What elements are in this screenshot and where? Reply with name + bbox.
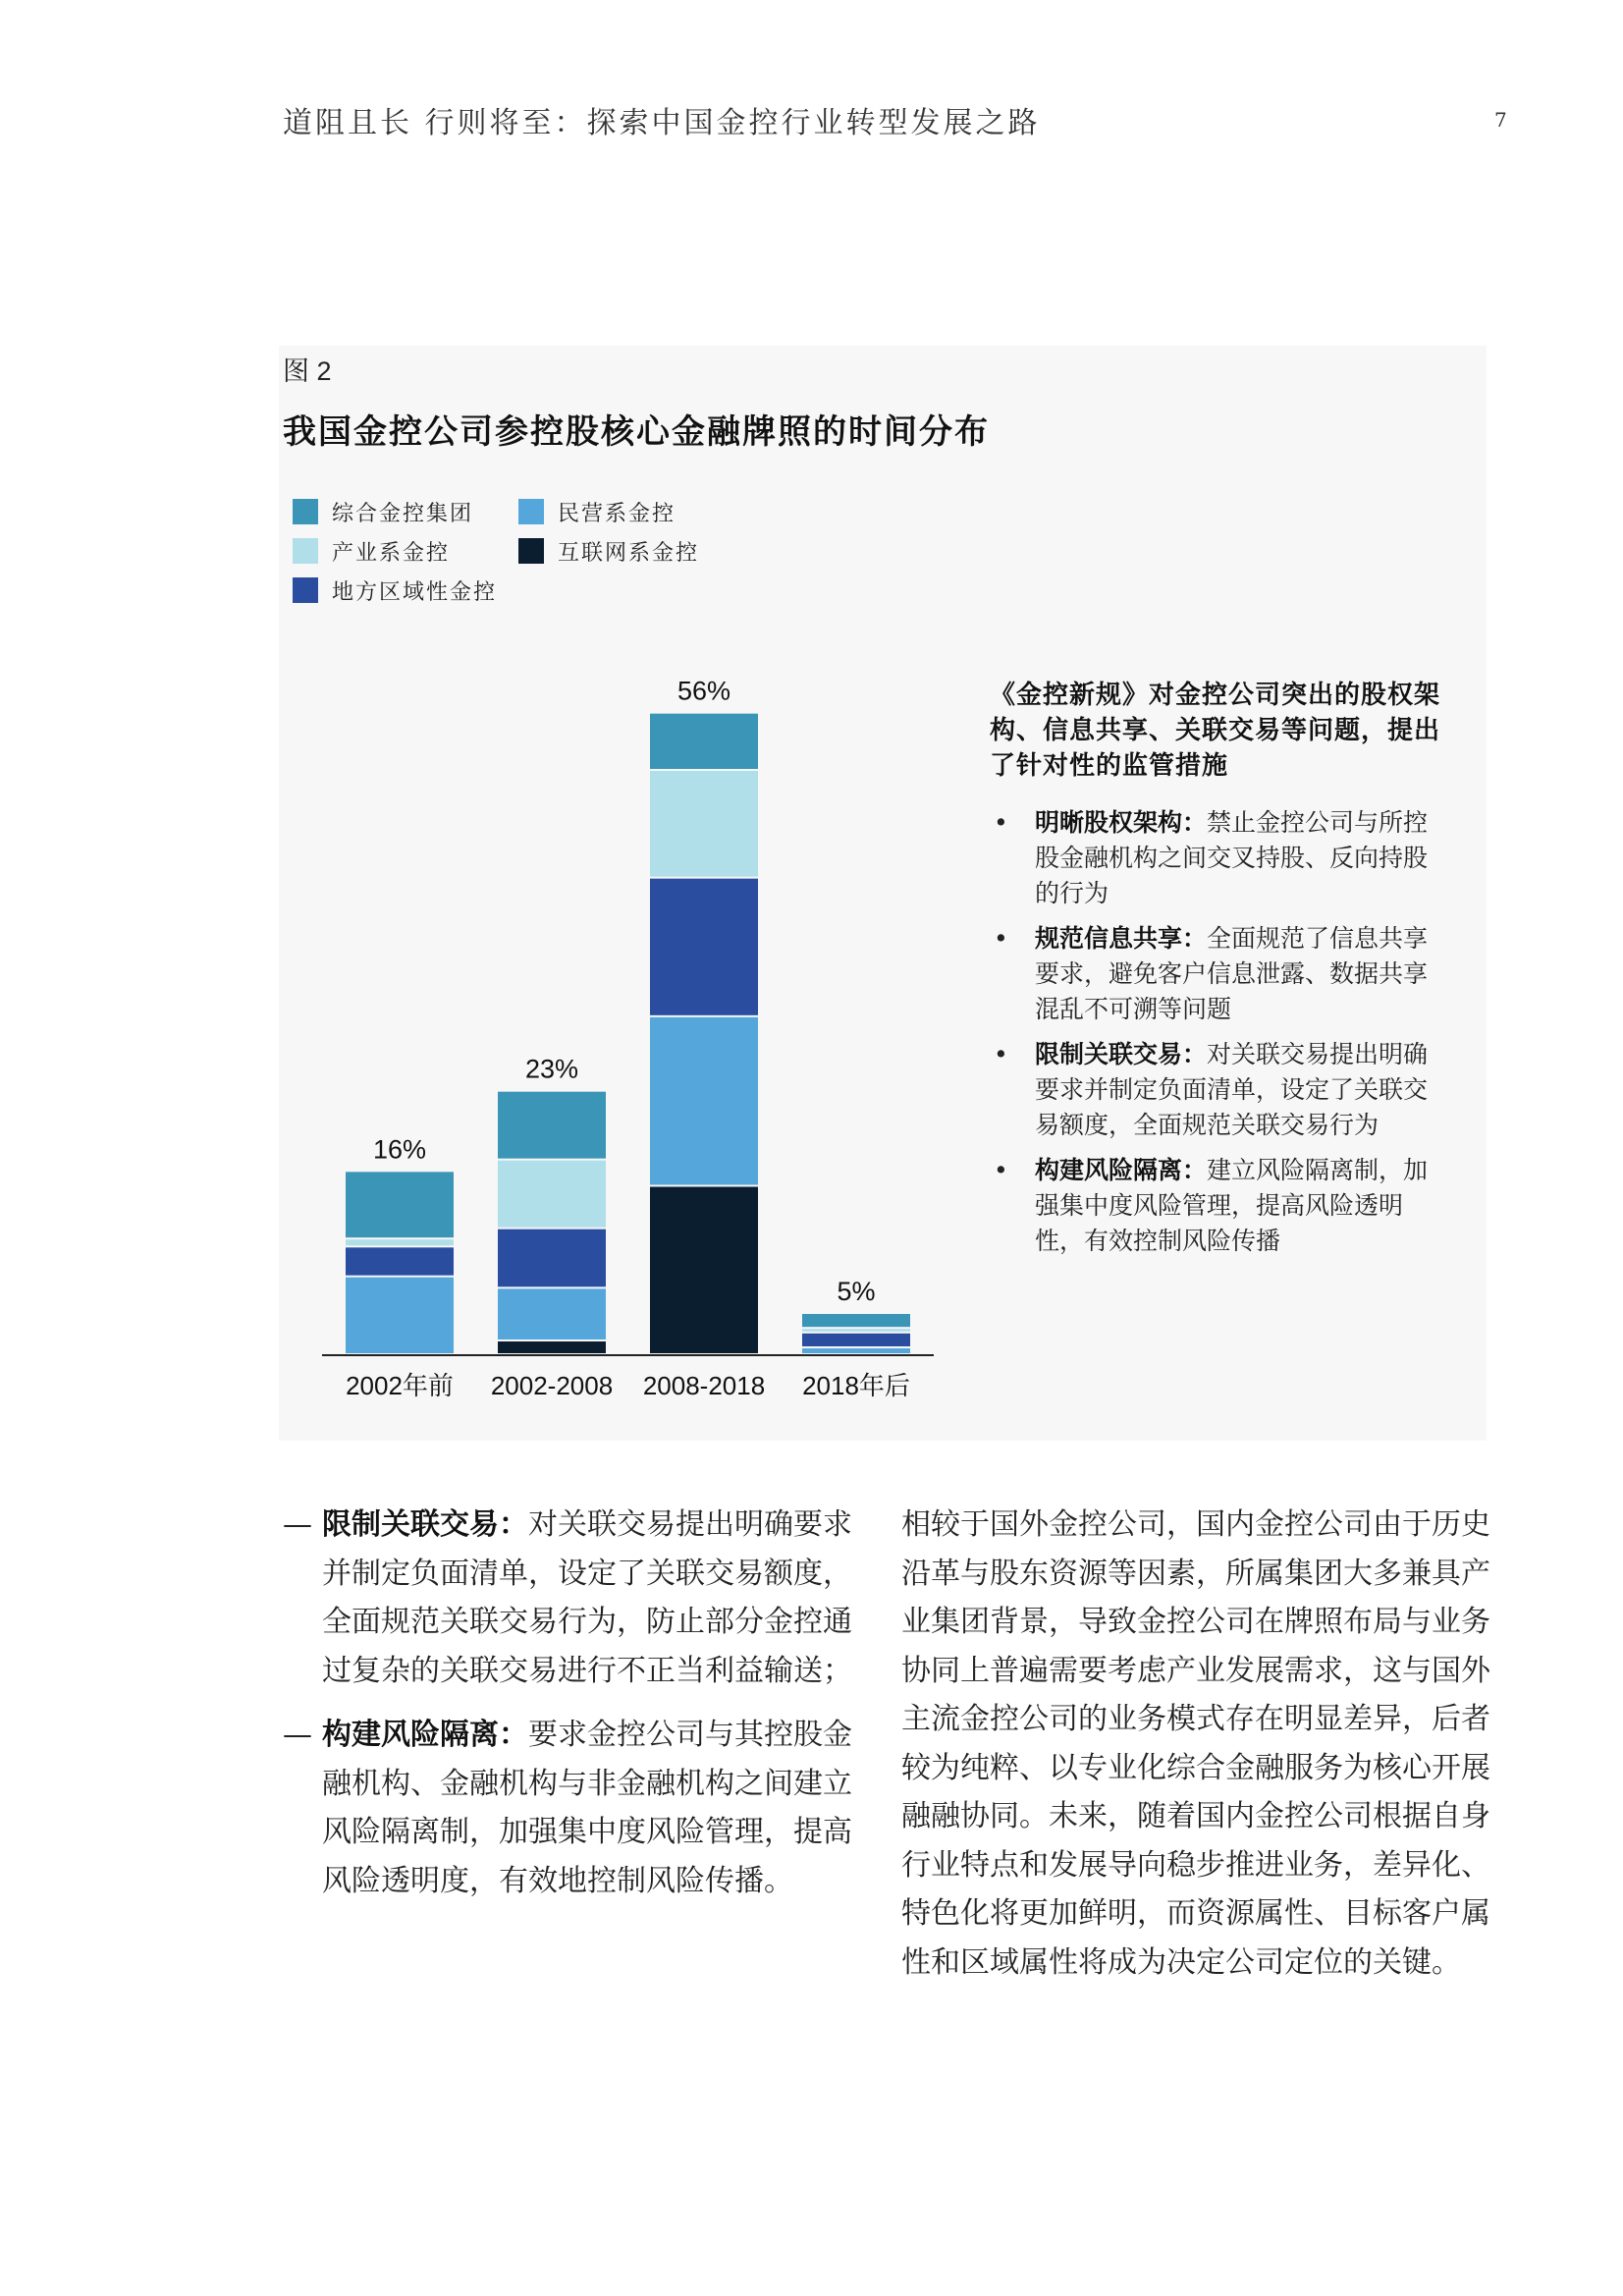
callout-text: 禁止金控公司与所控股金融机构之间交叉持股、反向持股的行为: [1035, 808, 1429, 907]
bar-segment-1-1: [498, 1288, 606, 1339]
body-dash-item: [283, 1711, 872, 1905]
legend-swatch: [518, 499, 544, 524]
running-header: 道阻且长 行则将至：探索中国金控行业转型发展之路: [283, 106, 1041, 140]
bar-segment-3-4: [802, 1314, 910, 1327]
bullet-icon: •: [994, 1156, 1008, 1184]
bar-segment-2-1: [650, 1017, 758, 1185]
bar-total-label: 5%: [837, 1277, 876, 1306]
body-right-column: [901, 1501, 1490, 1987]
callout-list: [990, 805, 1451, 1259]
bar-total-label: 16%: [372, 1134, 427, 1165]
legend-item-industrial: [293, 538, 450, 564]
bar-segment-1-3: [498, 1161, 606, 1228]
legend-item-comprehensive: [293, 499, 473, 524]
callout-item: [990, 921, 1451, 1027]
legend-swatch: [293, 538, 318, 564]
callout-heading: 《金控新规》对金控公司突出的股权架构、信息共享、关联交易等问题，提出了针对性的监管措施: [990, 681, 1441, 781]
bar-segment-1-2: [498, 1230, 606, 1287]
legend-label: 地方区域性金控: [332, 579, 498, 605]
callout-box: [990, 678, 1451, 1269]
bar-segment-0-1: [346, 1278, 454, 1353]
bar-segment-1-0: [498, 1341, 606, 1353]
body-term: 限制关联交易：: [322, 1507, 528, 1542]
category-label: 2008-2018: [642, 1371, 766, 1400]
body-text: 要求金控公司与其控股金融机构、金融机构与非金融机构之间建立风险隔离制，加强集中度风险管理，提高风险透明度，有效地控制风险传播。: [322, 1718, 852, 1898]
figure-label: 图 2: [283, 356, 332, 386]
page-number: 7: [1494, 108, 1507, 132]
bar-segment-2-2: [650, 879, 758, 1015]
bar-segment-0-3: [346, 1239, 454, 1245]
callout-text: 建立风险隔离制，加强集中度风险管理，提高风险透明性，有效控制风险传播: [1035, 1156, 1429, 1255]
dash-marker: —: [283, 1507, 312, 1542]
legend-swatch: [293, 577, 318, 603]
body-text: 对关联交易提出明确要求并制定负面清单，设定了关联交易额度，全面规范关联交易行为，防止部分金控通过复杂的关联交易进行不正当利益输送；: [322, 1507, 852, 1688]
figure-title: 我国金控公司参控股核心金融牌照的时间分布: [283, 412, 990, 452]
category-label: 2002年前: [346, 1371, 454, 1400]
body-paragraph: 相较于国外金控公司，国内金控公司由于历史沿革与股东资源等因素，所属集团大多兼具产业集团背景，导致金控公司在牌照布局与业务协同上普遍需要考虑产业发展需求，这与国外主流金控公司的业务模式存在明显差异，后者较为纯粹、以专业化综合金融服务为核心开展融融协同。未来，随着国内金控公司根据自身行业特点和发展导向稳步推进业务，差异化、特色化将更加鲜明，而资源属性、目标客户属性和区域属性将成为决定公司定位的关键。: [901, 1507, 1490, 1980]
bar-segment-2-4: [650, 714, 758, 769]
bar-segment-1-4: [498, 1092, 606, 1159]
legend-item-regional: [293, 577, 497, 603]
callout-item: [990, 1153, 1451, 1259]
callout-text: 全面规范了信息共享要求，避免客户信息泄露、数据共享混乱不可溯等问题: [1035, 924, 1429, 1023]
bar-segment-0-2: [346, 1247, 454, 1275]
callout-item: [990, 805, 1451, 911]
bullet-icon: •: [994, 1040, 1008, 1068]
bar-segment-2-3: [650, 771, 758, 877]
legend-item-private: [518, 499, 676, 524]
callout-text: 对关联交易提出明确要求并制定负面清单，设定了关联交易额度，全面规范关联交易行为: [1035, 1040, 1429, 1139]
legend-swatch: [518, 538, 544, 564]
callout-term: 明晰股权架构：: [1035, 808, 1208, 837]
bar-total-label: 23%: [524, 1054, 579, 1084]
dash-marker: —: [283, 1718, 312, 1752]
bar-segment-0-4: [346, 1172, 454, 1237]
body-left-column: [283, 1501, 872, 1921]
bullet-icon: •: [994, 808, 1008, 837]
category-label: 2018年后: [802, 1371, 910, 1400]
bar-segment-3-3: [802, 1329, 910, 1332]
legend-label: 互联网系金控: [558, 540, 700, 566]
bar-total-label: 56%: [676, 676, 731, 706]
body-dash-item: [283, 1501, 872, 1695]
legend-label: 产业系金控: [332, 540, 451, 566]
legend-label: 综合金控集团: [332, 501, 474, 526]
category-label: 2002-2008: [490, 1371, 614, 1400]
bar-segment-2-0: [650, 1187, 758, 1354]
bullet-icon: •: [994, 924, 1008, 953]
callout-term: 限制关联交易：: [1035, 1040, 1208, 1068]
stacked-bar-chart: [295, 629, 962, 1414]
legend-swatch: [293, 499, 318, 524]
callout-item: [990, 1037, 1451, 1143]
bar-segment-3-2: [802, 1334, 910, 1346]
body-term: 构建风险隔离：: [322, 1718, 528, 1752]
callout-term: 规范信息共享：: [1035, 924, 1208, 953]
callout-term: 构建风险隔离：: [1035, 1156, 1208, 1184]
bar-segment-3-1: [802, 1348, 910, 1353]
legend-label: 民营系金控: [558, 501, 676, 526]
legend-item-internet: [518, 538, 699, 564]
